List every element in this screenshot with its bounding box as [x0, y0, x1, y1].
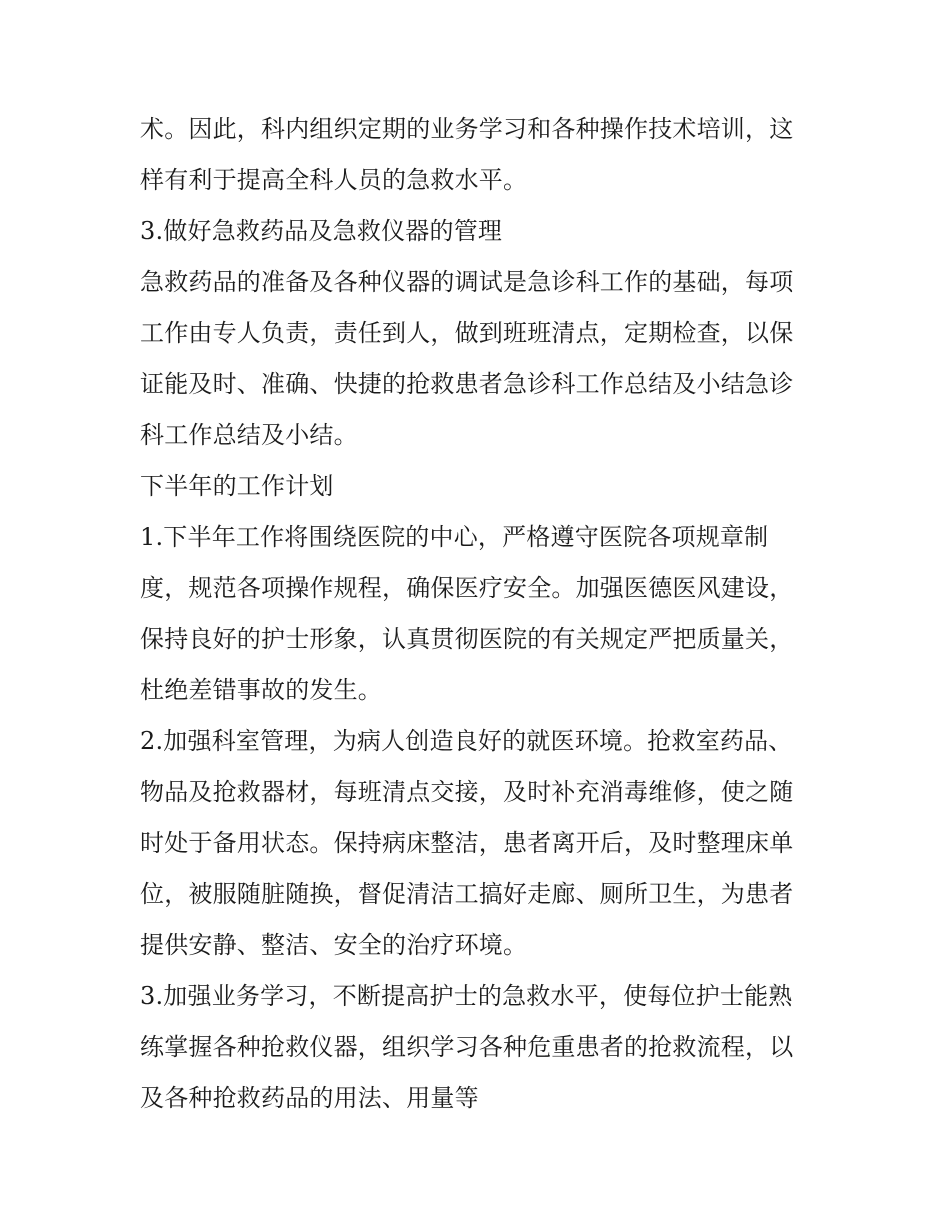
list-item: 1.下半年工作将围绕医院的中心，严格遵守医院各项规章制 — [140, 523, 769, 551]
text-line: 术。因此，科内组织定期的业务学习和各种操作技术培训，这 — [140, 115, 794, 143]
text-line: 工作由专人负责，责任到人，做到班班清点，定期检查，以保 — [140, 319, 794, 347]
text-line: 杜绝差错事故的发生。 — [140, 676, 382, 704]
text-line: 位，被服随脏随换，督促清洁工搞好走廊、厕所卫生，为患者 — [140, 880, 794, 908]
text-line: 科工作总结及小结。 — [140, 421, 358, 449]
list-item: 2.加强科室管理，为病人创造良好的就医环境。抢救室药品、 — [140, 727, 793, 755]
text-line: 练掌握各种抢救仪器，组织学习各种危重患者的抢救流程，以 — [140, 1033, 794, 1061]
text-line: 提供安静、整洁、安全的治疗环境。 — [140, 931, 528, 959]
document-body — [140, 104, 820, 1124]
text-line: 急救药品的准备及各种仪器的调试是急诊科工作的基础，每项 — [140, 268, 794, 296]
text-line: 证能及时、准确、快捷的抢救患者急诊科工作总结及小结急诊 — [140, 370, 794, 398]
text-line: 及各种抢救药品的用法、用量等 — [140, 1084, 479, 1112]
text-line: 时处于备用状态。保持病床整洁，患者离开后，及时整理床单 — [140, 829, 794, 857]
text-line: 物品及抢救器材，每班清点交接，及时补充消毒维修，使之随 — [140, 778, 794, 806]
list-item: 3.加强业务学习，不断提高护士的急救水平，使每位护士能熟 — [140, 982, 793, 1010]
text-line: 度，规范各项操作规程，确保医疗安全。加强医德医风建设， — [140, 574, 794, 602]
text-line: 样有利于提高全科人员的急救水平。 — [140, 166, 528, 194]
text-line: 保持良好的护士形象，认真贯彻医院的有关规定严把质量关， — [140, 625, 794, 653]
section-heading: 下半年的工作计划 — [140, 472, 334, 500]
section-heading: 3.做好急救药品及急救仪器的管理 — [140, 217, 503, 245]
